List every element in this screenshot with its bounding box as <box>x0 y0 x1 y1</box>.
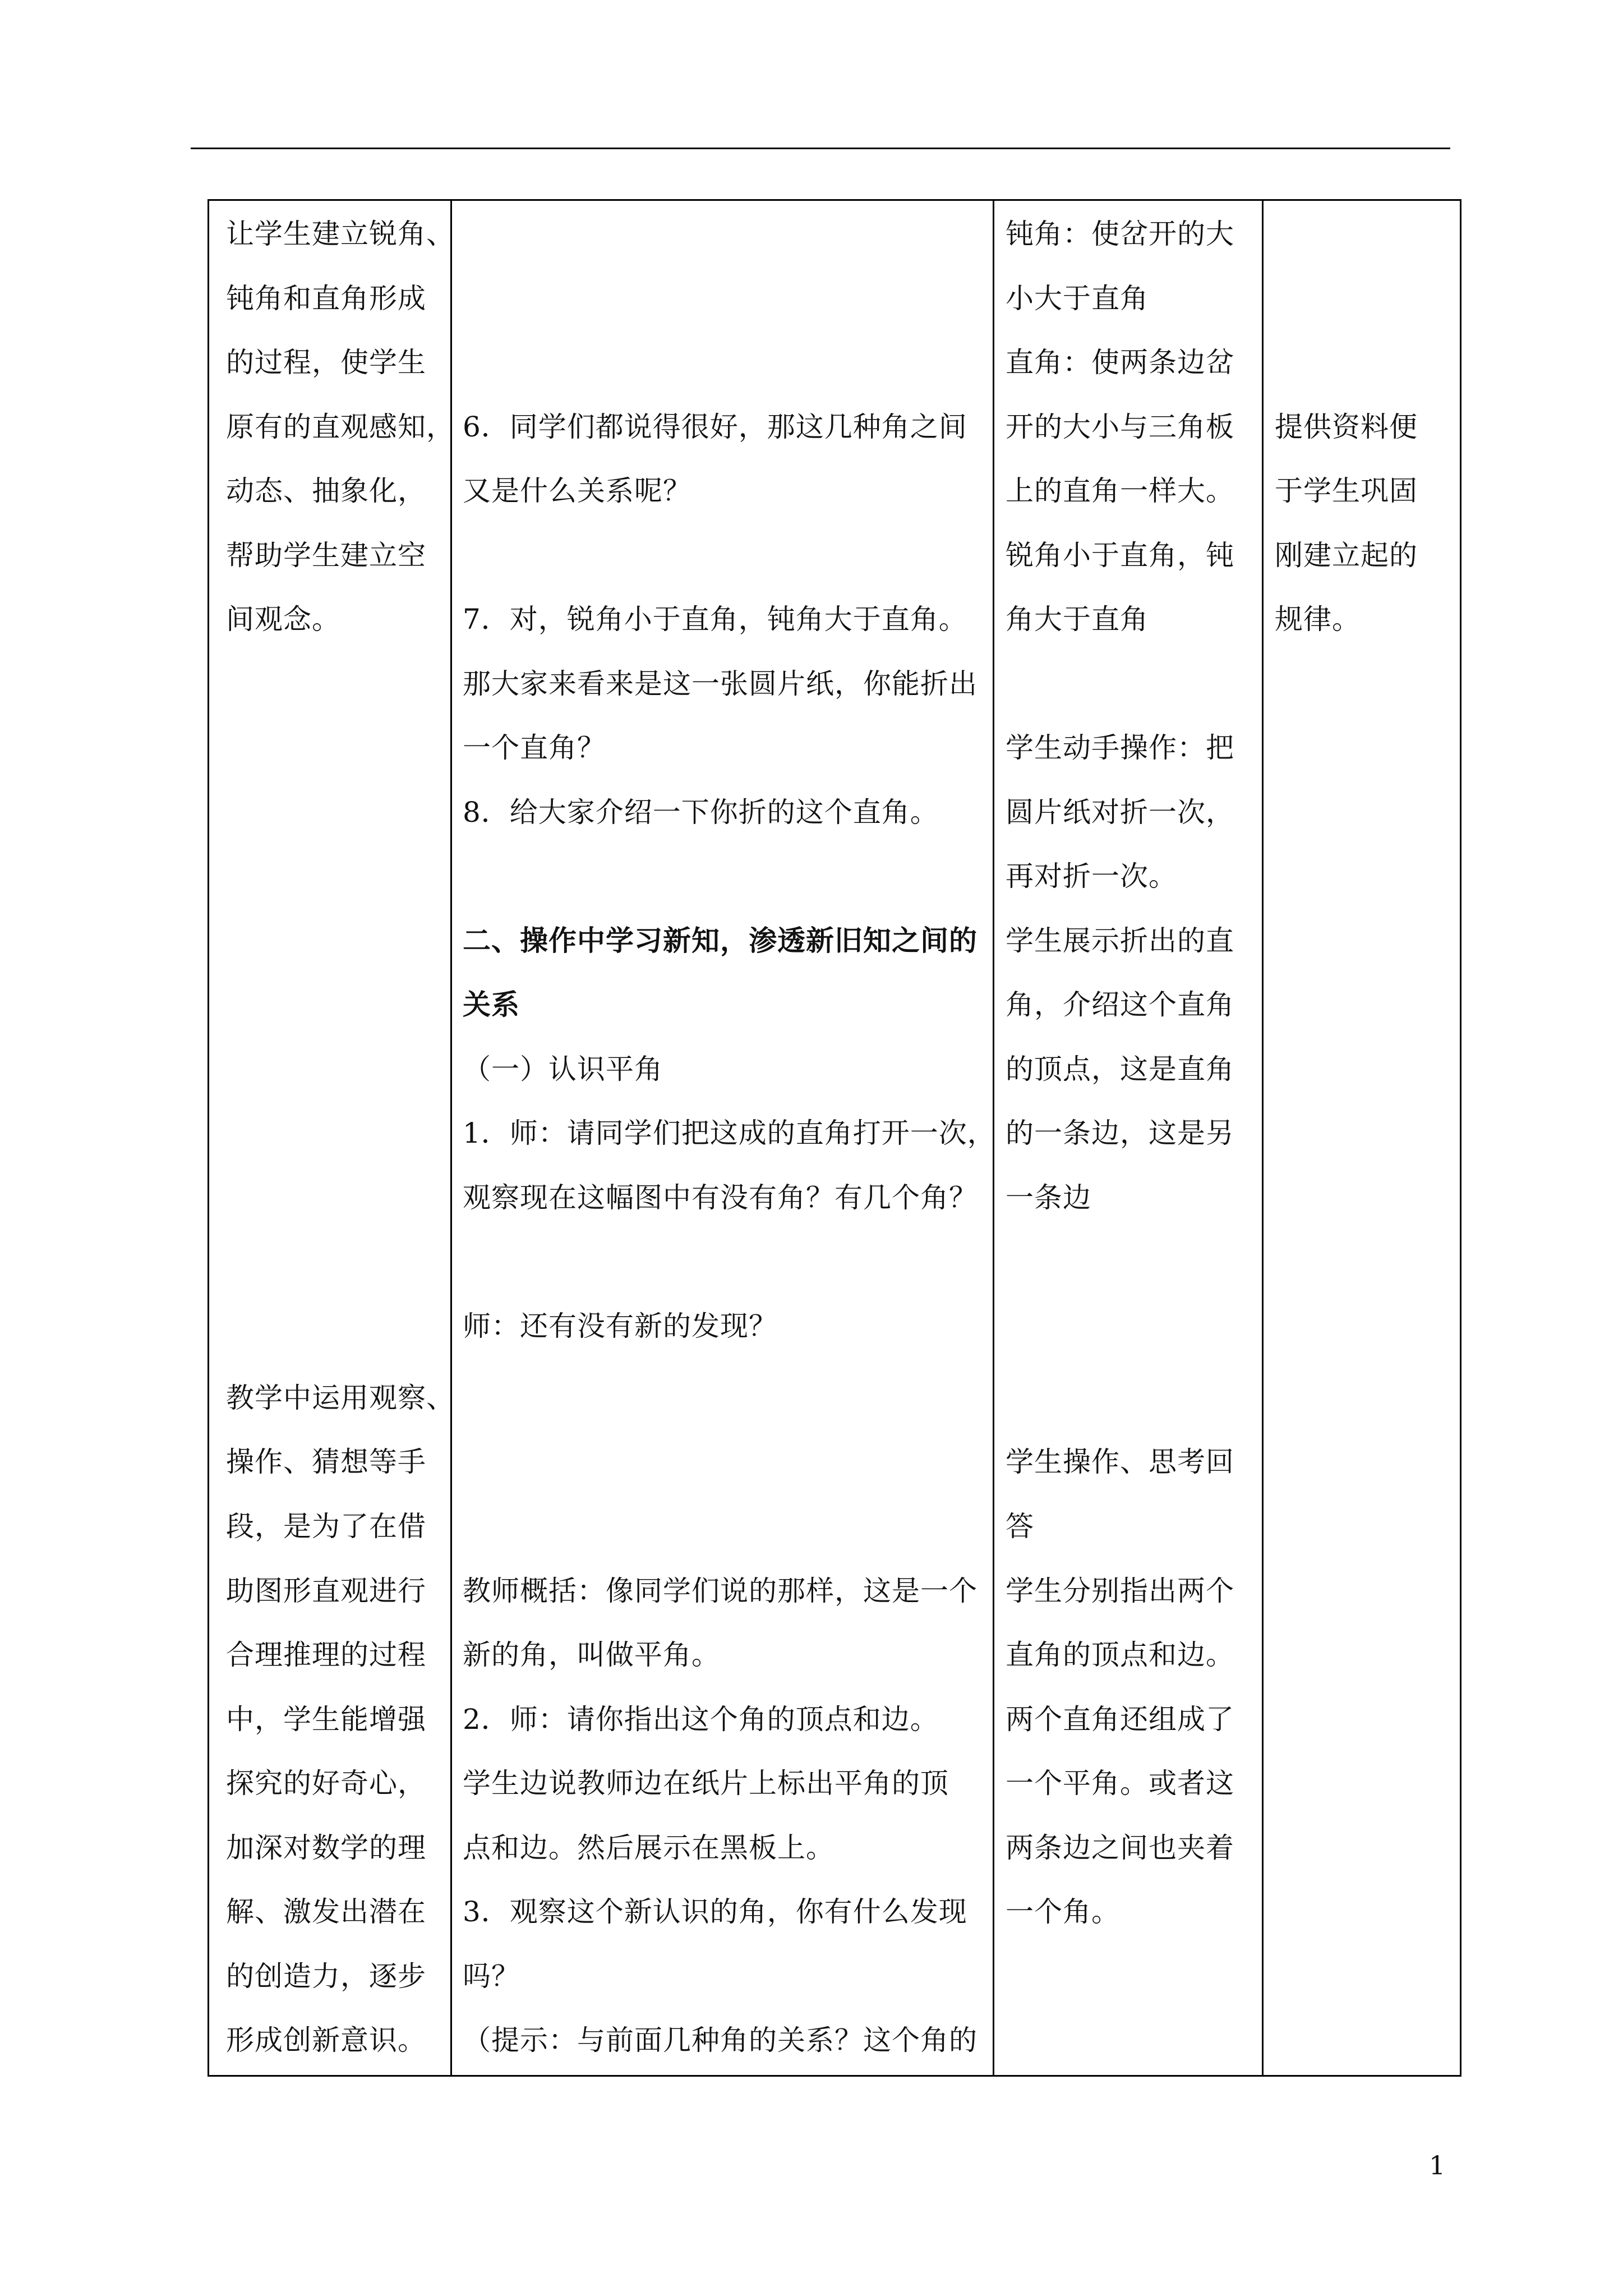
intent-line: 中，学生能增强 <box>226 1703 426 1736</box>
process-line: 新的角，叫做平角。 <box>463 1639 720 1671</box>
intent-line: 原有的直观感知， <box>226 411 455 443</box>
process-line: 点和边。然后展示在黑板上。 <box>463 1832 834 1864</box>
intent-line: 让学生建立锐角、 <box>226 218 455 250</box>
activity-line: 直角：使两条边岔 <box>1006 346 1234 379</box>
intent-line: 助图形直观进行 <box>226 1575 426 1607</box>
process-line: 吗？ <box>463 1960 520 1993</box>
process-line: （提示：与前面几种角的关系？这个角的 <box>463 2024 978 2056</box>
section-heading: 关系 <box>463 988 520 1021</box>
process-line: 6．同学们都说得很好，那这几种角之间 <box>463 411 967 443</box>
process-line: 一个直角？ <box>463 731 606 764</box>
activity-line: 一个平角。或者这 <box>1006 1767 1234 1800</box>
activity-line: 角，介绍这个直角 <box>1006 988 1234 1021</box>
activity-line: 直角的顶点和边。 <box>1006 1639 1234 1671</box>
notes-line: 提供资料便 <box>1275 411 1418 443</box>
intent-line: 动态、抽象化， <box>226 475 426 507</box>
process-line: 又是什么关系呢？ <box>463 475 691 507</box>
activity-line: 一条边 <box>1006 1181 1091 1214</box>
intent-line: 探究的好奇心， <box>226 1767 426 1800</box>
intent-line: 操作、猜想等手 <box>226 1446 426 1478</box>
intent-line: 的过程，使学生 <box>226 346 426 379</box>
activity-line: 小大于直角 <box>1006 282 1149 315</box>
subsection-heading: （一）认识平角 <box>463 1053 663 1085</box>
activity-line: 学生动手操作：把 <box>1006 731 1234 764</box>
process-line: 2．师：请你指出这个角的顶点和边。 <box>463 1703 939 1736</box>
header-rule <box>191 148 1450 149</box>
section-heading: 二、操作中学习新知，渗透新旧知之间的 <box>463 924 978 957</box>
intent-line: 段，是为了在借 <box>226 1510 426 1543</box>
activity-line: 再对折一次。 <box>1006 860 1177 892</box>
notes-line: 于学生巩固 <box>1275 475 1418 507</box>
process-line: 3．观察这个新认识的角，你有什么发现 <box>463 1895 967 1928</box>
activity-line: 一个角。 <box>1006 1895 1120 1928</box>
activity-line: 学生展示折出的直 <box>1006 924 1234 957</box>
activity-line: 角大于直角 <box>1006 603 1149 636</box>
activity-line: 开的大小与三角板 <box>1006 411 1234 443</box>
intent-line: 合理推理的过程 <box>226 1639 426 1671</box>
intent-line: 解、激发出潜在 <box>226 1895 426 1928</box>
process-line: 教师概括：像同学们说的那样，这是一个 <box>463 1575 978 1607</box>
process-line: 学生边说教师边在纸片上标出平角的顶 <box>463 1767 949 1800</box>
activity-line: 学生操作、思考回 <box>1006 1446 1234 1478</box>
activity-line: 答 <box>1006 1510 1034 1543</box>
activity-line: 的顶点，这是直角 <box>1006 1053 1234 1085</box>
notes-line: 刚建立起的 <box>1275 539 1418 572</box>
intent-line: 的创造力，逐步 <box>226 1960 426 1993</box>
notes-line: 规律。 <box>1275 603 1361 636</box>
page-number: 1 <box>1429 2150 1446 2180</box>
process-line: 1．师：请同学们把这成的直角打开一次， <box>463 1117 996 1149</box>
intent-line: 帮助学生建立空 <box>226 539 426 572</box>
intent-line: 形成创新意识。 <box>226 2024 426 2056</box>
activity-line: 两条边之间也夹着 <box>1006 1832 1234 1864</box>
activity-line: 学生分别指出两个 <box>1006 1575 1234 1607</box>
column-divider <box>450 201 452 2075</box>
column-divider <box>1262 201 1264 2075</box>
activity-line: 圆片纸对折一次， <box>1006 796 1234 829</box>
intent-line: 间观念。 <box>226 603 340 636</box>
activity-line: 的一条边，这是另 <box>1006 1117 1234 1149</box>
activity-line: 上的直角一样大。 <box>1006 475 1234 507</box>
lesson-plan-table <box>208 199 1461 2077</box>
process-line: 那大家来看来是这一张圆片纸，你能折出 <box>463 668 978 700</box>
intent-line: 教学中运用观察、 <box>226 1382 455 1414</box>
process-line: 师：还有没有新的发现？ <box>463 1310 777 1342</box>
process-line: 7．对，锐角小于直角，钝角大于直角。 <box>463 603 967 636</box>
intent-line: 钝角和直角形成 <box>226 282 426 315</box>
intent-line: 加深对数学的理 <box>226 1832 426 1864</box>
process-line: 8．给大家介绍一下你折的这个直角。 <box>463 796 939 829</box>
activity-line: 锐角小于直角，钝 <box>1006 539 1234 572</box>
activity-line: 两个直角还组成了 <box>1006 1703 1234 1736</box>
process-line: 观察现在这幅图中有没有角？有几个角？ <box>463 1181 978 1214</box>
activity-line: 钝角：使岔开的大 <box>1006 218 1234 250</box>
